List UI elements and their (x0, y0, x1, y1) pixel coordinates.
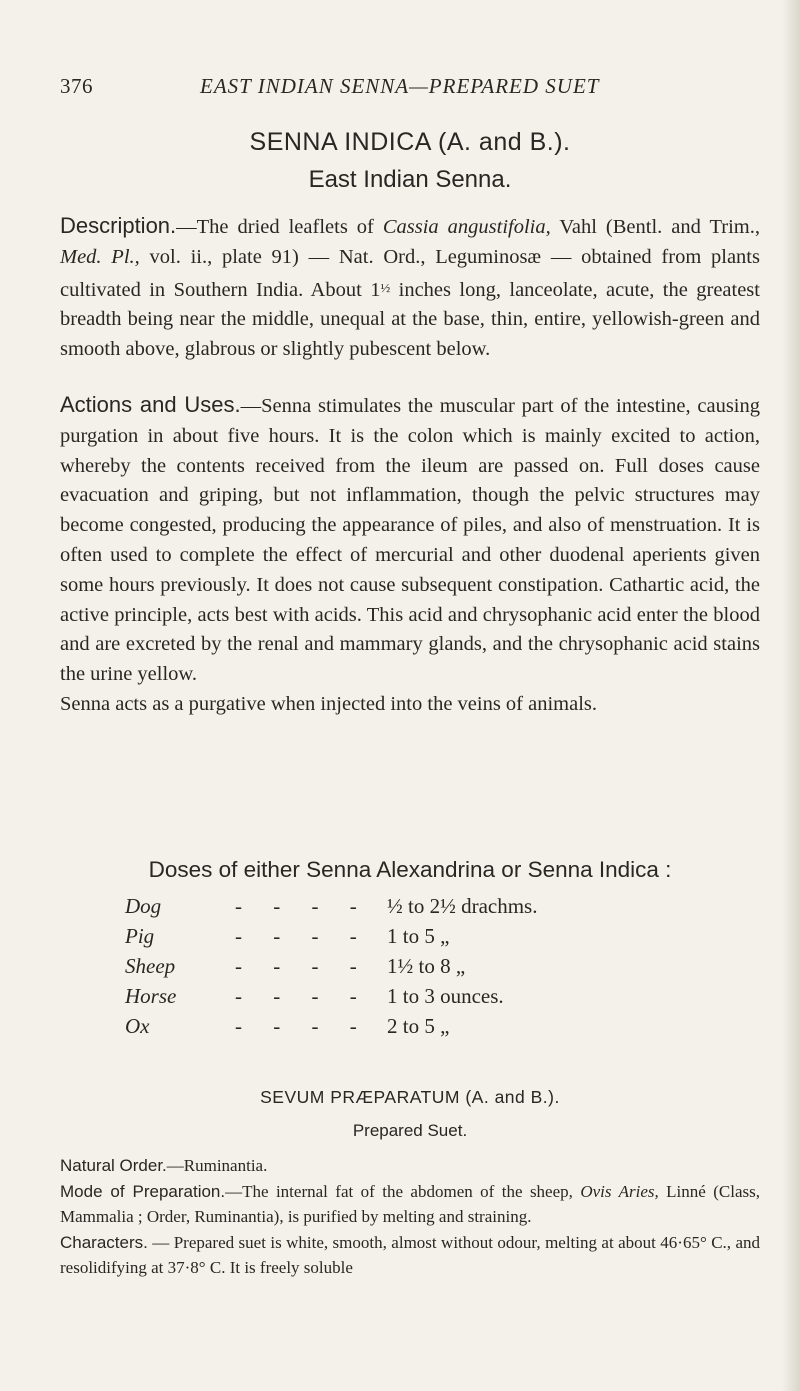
mode-label: Mode of Preparation. (60, 1181, 226, 1201)
dose-animal: Horse (125, 984, 177, 1008)
suet-heading: SEVUM PRÆPARATUM (A. and B.). (260, 1087, 560, 1107)
dose-amount: 1 to 3 ounces. (387, 984, 504, 1008)
natural-order-label: Natural Order. (60, 1156, 167, 1175)
species-name: Cassia angustifolia, (382, 216, 551, 238)
dose-amount: 1½ to 8 „ (387, 954, 466, 978)
dose-amount: 1 to 5 „ (387, 924, 450, 948)
actions-paragraph-2: Senna acts as a purgative when injected into the veins of animals. (60, 692, 598, 715)
mode-paragraph: Mode of Preparation.—The internal fat of the abdomen of the sheep, Ovis Aries, Linné (Class, Mammalia ; Order, Ruminantia), is purified by melting and straining. (60, 1181, 760, 1226)
dose-animal: Pig (125, 924, 155, 948)
reference-title: Med. Pl., (60, 245, 140, 268)
page-number: 376 (60, 74, 93, 98)
actions-label: Actions and Uses. (60, 392, 241, 417)
description-paragraph: Description.—The dried leaflets of Cassia angustifolia, Vahl (Bentl. and Trim., Med. Pl., vol. ii., plate 91) — Nat. Ord., Leguminosæ — obtained from plants cultivated in Southern India. About 1½ inches long, lanceolate, acute, the greatest breadth being near the middle, unequal at the base, thin, entire, yellowish-green and smooth above, glabrous or slightly pubescent below. (60, 213, 760, 361)
description-label: Description. (60, 213, 177, 238)
senna-actions (60, 390, 760, 720)
senna-description (60, 211, 760, 365)
dose-row (125, 1014, 725, 1044)
dose-leader: - - - - (235, 1014, 370, 1038)
actions-paragraph: Actions and Uses.—Senna stimulates the muscular part of the intestine, causing purgation in about five hours. It is the colon which is mainly excited to action, whereby the contents received from the ileum are passed on. Full doses cause evacuation and griping, but not inflammation, though the pelvic structures may become congested, producing the appearance of piles, and also of menstruation. It is often used to complete the effect of mercurial and other duodenal aperients given some hours previously. It does not cause subsequent constipation. Cathartic acid, the active principle, acts best with acids. This acid and chrysophanic acid enter the blood and are excreted by the renal and mammary glands, and the chrysophanic acid stains the urine yellow. (60, 392, 760, 686)
dose-animal: Dog (125, 894, 162, 918)
dose-row (125, 924, 725, 954)
dose-leader: - - - - (235, 894, 370, 918)
dose-row (125, 894, 725, 924)
dose-leader: - - - - (235, 924, 370, 948)
running-title: EAST INDIAN SENNA—PREPARED SUET (200, 74, 600, 98)
dose-animal: Ox (125, 1014, 150, 1038)
dose-leader: - - - - (235, 954, 370, 978)
species-name: Ovis Aries, (580, 1181, 659, 1201)
dose-amount: 2 to 5 „ (387, 1014, 450, 1038)
suet-body (60, 1153, 760, 1281)
dose-row (125, 984, 725, 1014)
suet-subheading: Prepared Suet. (352, 1121, 468, 1140)
characters-paragraph: Characters. — Prepared suet is white, smooth, almost without odour, melting at about 46·65° C., and resolidifying at 37·8° C. It is freely soluble (60, 1232, 760, 1277)
senna-heading: SENNA INDICA (A. and B.). (249, 128, 571, 156)
dose-leader: - - - - (235, 984, 370, 1008)
running-header (60, 74, 760, 104)
fraction: ½ (380, 279, 391, 295)
senna-subheading: East Indian Senna. (308, 166, 512, 193)
page-edge-shadow (782, 0, 800, 1391)
doses-heading: Doses of either Senna Alexandrina or Senna Indica : (148, 857, 672, 882)
natural-order-paragraph: Natural Order.—Ruminantia. (60, 1156, 268, 1175)
dose-animal: Sheep (125, 954, 176, 978)
dose-amount: ½ to 2½ drachms. (387, 894, 538, 918)
characters-label: Characters. (60, 1232, 148, 1252)
dose-row (125, 954, 725, 984)
